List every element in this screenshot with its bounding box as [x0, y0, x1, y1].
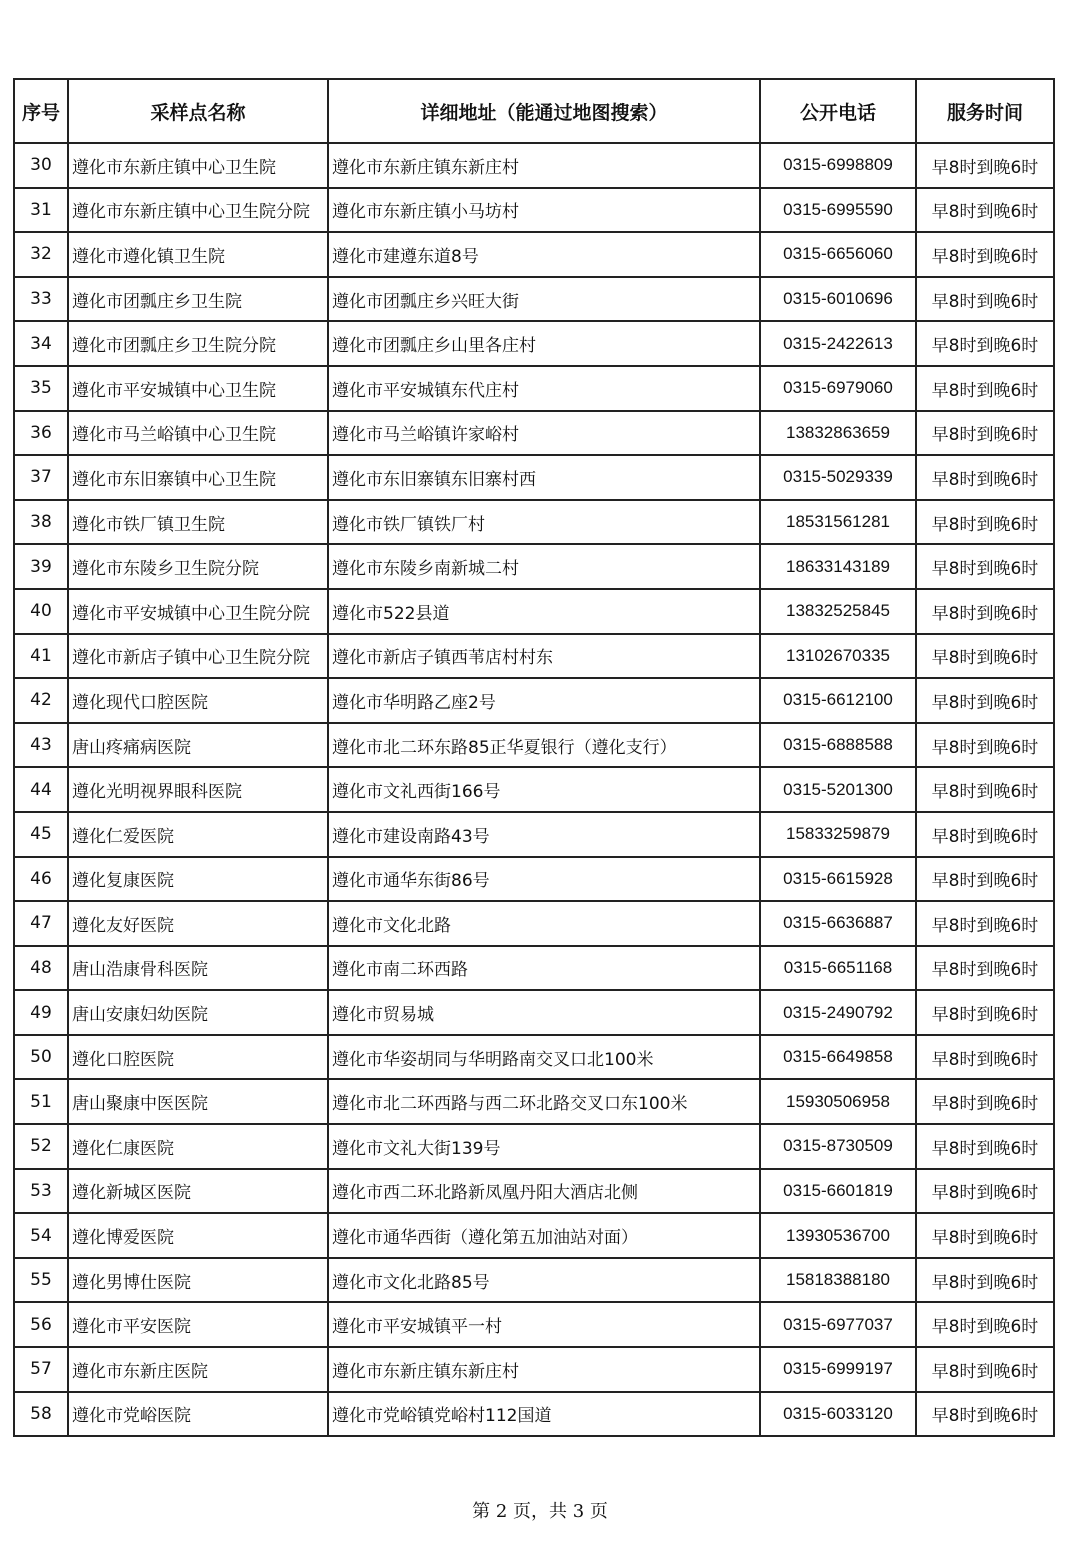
site-address: 遵化市北二环东路85正华夏银行（遵化支行）: [328, 723, 760, 768]
site-name: 遵化市平安医院: [68, 1302, 328, 1347]
row-index: 47: [14, 901, 68, 946]
site-phone: 13102670335: [760, 634, 916, 679]
row-index: 55: [14, 1258, 68, 1303]
site-address: 遵化市通华西街（遵化第五加油站对面）: [328, 1213, 760, 1258]
service-hours: 早8时到晚6时: [916, 500, 1054, 545]
site-name: 遵化光明视界眼科医院: [68, 767, 328, 812]
site-phone: 0315-5201300: [760, 767, 916, 812]
site-name: 遵化仁康医院: [68, 1124, 328, 1169]
row-index: 40: [14, 589, 68, 634]
site-name: 遵化市铁厂镇卫生院: [68, 500, 328, 545]
table-row: [14, 277, 1054, 322]
site-phone: 0315-6033120: [760, 1392, 916, 1437]
site-phone: 18531561281: [760, 500, 916, 545]
service-hours: 早8时到晚6时: [916, 1258, 1054, 1303]
site-address: 遵化市522县道: [328, 589, 760, 634]
table-row: [14, 1258, 1054, 1303]
row-index: 34: [14, 321, 68, 366]
site-address: 遵化市马兰峪镇许家峪村: [328, 411, 760, 456]
site-address: 遵化市平安城镇东代庄村: [328, 366, 760, 411]
table-row: [14, 723, 1054, 768]
table-row: [14, 232, 1054, 277]
service-hours: 早8时到晚6时: [916, 1079, 1054, 1124]
site-phone: 15930506958: [760, 1079, 916, 1124]
site-name: 遵化现代口腔医院: [68, 678, 328, 723]
site-address: 遵化市通华东街86号: [328, 857, 760, 902]
site-phone: 0315-6601819: [760, 1169, 916, 1214]
site-address: 遵化市东陵乡南新城二村: [328, 544, 760, 589]
site-phone: 0315-6615928: [760, 857, 916, 902]
site-name: 唐山浩康骨科医院: [68, 946, 328, 991]
site-phone: 0315-6651168: [760, 946, 916, 991]
site-address: 遵化市东新庄镇小马坊村: [328, 188, 760, 233]
site-phone: 0315-8730509: [760, 1124, 916, 1169]
table-row: [14, 1169, 1054, 1214]
table-row: [14, 366, 1054, 411]
row-index: 33: [14, 277, 68, 322]
table-row: [14, 589, 1054, 634]
site-name: 遵化市东新庄医院: [68, 1347, 328, 1392]
site-name: 遵化市平安城镇中心卫生院分院: [68, 589, 328, 634]
site-name: 遵化市东新庄镇中心卫生院分院: [68, 188, 328, 233]
site-address: 遵化市铁厂镇铁厂村: [328, 500, 760, 545]
row-index: 31: [14, 188, 68, 233]
site-phone: 13930536700: [760, 1213, 916, 1258]
site-name: 遵化新城区医院: [68, 1169, 328, 1214]
service-hours: 早8时到晚6时: [916, 857, 1054, 902]
row-index: 30: [14, 143, 68, 188]
header-index: 序号: [14, 79, 68, 143]
site-phone: 0315-6979060: [760, 366, 916, 411]
site-phone: 0315-6888588: [760, 723, 916, 768]
service-hours: 早8时到晚6时: [916, 946, 1054, 991]
site-name: 遵化仁爱医院: [68, 812, 328, 857]
header-service-hours: 服务时间: [916, 79, 1054, 143]
site-name: 遵化复康医院: [68, 857, 328, 902]
site-phone: 0315-6636887: [760, 901, 916, 946]
site-name: 遵化市遵化镇卫生院: [68, 232, 328, 277]
site-address: 遵化市南二环西路: [328, 946, 760, 991]
table-row: [14, 678, 1054, 723]
site-address: 遵化市平安城镇平一村: [328, 1302, 760, 1347]
site-address: 遵化市建设南路43号: [328, 812, 760, 857]
table-row: [14, 321, 1054, 366]
table-row: [14, 455, 1054, 500]
site-address: 遵化市北二环西路与西二环北路交叉口东100米: [328, 1079, 760, 1124]
row-index: 32: [14, 232, 68, 277]
table-body: [14, 143, 1054, 1436]
row-index: 51: [14, 1079, 68, 1124]
site-address: 遵化市党峪镇党峪村112国道: [328, 1392, 760, 1437]
service-hours: 早8时到晚6时: [916, 411, 1054, 456]
table-row: [14, 411, 1054, 456]
site-phone: 15818388180: [760, 1258, 916, 1303]
table-row: [14, 1347, 1054, 1392]
site-phone: 13832525845: [760, 589, 916, 634]
site-name: 遵化市新店子镇中心卫生院分院: [68, 634, 328, 679]
site-phone: 0315-6612100: [760, 678, 916, 723]
site-name: 遵化市团瓢庄乡卫生院: [68, 277, 328, 322]
site-name: 唐山安康妇幼医院: [68, 990, 328, 1035]
table-row: [14, 1035, 1054, 1080]
service-hours: 早8时到晚6时: [916, 366, 1054, 411]
site-phone: 0315-5029339: [760, 455, 916, 500]
row-index: 52: [14, 1124, 68, 1169]
table-row: [14, 143, 1054, 188]
table-row: [14, 946, 1054, 991]
sampling-sites-table: [13, 78, 1055, 1437]
site-address: 遵化市团瓢庄乡山里各庄村: [328, 321, 760, 366]
service-hours: 早8时到晚6时: [916, 767, 1054, 812]
row-index: 43: [14, 723, 68, 768]
site-name: 遵化男博仕医院: [68, 1258, 328, 1303]
page-footer: 第 2 页，共 3 页: [472, 1501, 608, 1522]
site-address: 遵化市东旧寨镇东旧寨村西: [328, 455, 760, 500]
row-index: 49: [14, 990, 68, 1035]
service-hours: 早8时到晚6时: [916, 634, 1054, 679]
site-name: 遵化市团瓢庄乡卫生院分院: [68, 321, 328, 366]
table-row: [14, 1392, 1054, 1437]
table-row: [14, 188, 1054, 233]
site-phone: 0315-6649858: [760, 1035, 916, 1080]
site-address: 遵化市西二环北路新凤凰丹阳大酒店北侧: [328, 1169, 760, 1214]
site-name: 遵化市东旧寨镇中心卫生院: [68, 455, 328, 500]
site-name: 遵化市东新庄镇中心卫生院: [68, 143, 328, 188]
site-address: 遵化市文礼大街139号: [328, 1124, 760, 1169]
site-name: 遵化市党峪医院: [68, 1392, 328, 1437]
site-name: 遵化市东陵乡卫生院分院: [68, 544, 328, 589]
row-index: 41: [14, 634, 68, 679]
site-name: 唐山疼痛病医院: [68, 723, 328, 768]
site-name: 唐山聚康中医医院: [68, 1079, 328, 1124]
site-phone: 18633143189: [760, 544, 916, 589]
row-index: 57: [14, 1347, 68, 1392]
site-address: 遵化市华姿胡同与华明路南交叉口北100米: [328, 1035, 760, 1080]
row-index: 56: [14, 1302, 68, 1347]
site-phone: 0315-6656060: [760, 232, 916, 277]
site-address: 遵化市建遵东道8号: [328, 232, 760, 277]
site-phone: 0315-6998809: [760, 143, 916, 188]
row-index: 50: [14, 1035, 68, 1080]
table-header-row: [14, 79, 1054, 143]
service-hours: 早8时到晚6时: [916, 143, 1054, 188]
site-phone: 0315-2490792: [760, 990, 916, 1035]
table-row: [14, 812, 1054, 857]
service-hours: 早8时到晚6时: [916, 544, 1054, 589]
service-hours: 早8时到晚6时: [916, 277, 1054, 322]
row-index: 54: [14, 1213, 68, 1258]
service-hours: 早8时到晚6时: [916, 1302, 1054, 1347]
site-name: 遵化市平安城镇中心卫生院: [68, 366, 328, 411]
header-phone: 公开电话: [760, 79, 916, 143]
site-address: 遵化市团瓢庄乡兴旺大街: [328, 277, 760, 322]
service-hours: 早8时到晚6时: [916, 812, 1054, 857]
service-hours: 早8时到晚6时: [916, 990, 1054, 1035]
row-index: 39: [14, 544, 68, 589]
site-phone: 0315-2422613: [760, 321, 916, 366]
site-name: 遵化口腔医院: [68, 1035, 328, 1080]
site-name: 遵化市马兰峪镇中心卫生院: [68, 411, 328, 456]
table-row: [14, 901, 1054, 946]
table-row: [14, 767, 1054, 812]
site-phone: 0315-6995590: [760, 188, 916, 233]
table-row: [14, 1079, 1054, 1124]
table-row: [14, 544, 1054, 589]
service-hours: 早8时到晚6时: [916, 1169, 1054, 1214]
row-index: 38: [14, 500, 68, 545]
site-name: 遵化博爱医院: [68, 1213, 328, 1258]
site-phone: 13832863659: [760, 411, 916, 456]
service-hours: 早8时到晚6时: [916, 1347, 1054, 1392]
row-index: 36: [14, 411, 68, 456]
site-phone: 15833259879: [760, 812, 916, 857]
row-index: 35: [14, 366, 68, 411]
site-address: 遵化市文化北路: [328, 901, 760, 946]
header-site-name: 采样点名称: [68, 79, 328, 143]
site-name: 遵化友好医院: [68, 901, 328, 946]
table-row: [14, 857, 1054, 902]
service-hours: 早8时到晚6时: [916, 321, 1054, 366]
row-index: 45: [14, 812, 68, 857]
site-address: 遵化市东新庄镇东新庄村: [328, 143, 760, 188]
row-index: 42: [14, 678, 68, 723]
table-row: [14, 500, 1054, 545]
service-hours: 早8时到晚6时: [916, 589, 1054, 634]
row-index: 48: [14, 946, 68, 991]
table-row: [14, 1302, 1054, 1347]
row-index: 44: [14, 767, 68, 812]
service-hours: 早8时到晚6时: [916, 232, 1054, 277]
service-hours: 早8时到晚6时: [916, 188, 1054, 233]
site-phone: 0315-6977037: [760, 1302, 916, 1347]
service-hours: 早8时到晚6时: [916, 455, 1054, 500]
service-hours: 早8时到晚6时: [916, 1124, 1054, 1169]
site-address: 遵化市新店子镇西苇店村村东: [328, 634, 760, 679]
row-index: 53: [14, 1169, 68, 1214]
service-hours: 早8时到晚6时: [916, 1392, 1054, 1437]
service-hours: 早8时到晚6时: [916, 678, 1054, 723]
service-hours: 早8时到晚6时: [916, 1213, 1054, 1258]
service-hours: 早8时到晚6时: [916, 723, 1054, 768]
row-index: 46: [14, 857, 68, 902]
site-address: 遵化市东新庄镇东新庄村: [328, 1347, 760, 1392]
site-address: 遵化市贸易城: [328, 990, 760, 1035]
header-address: 详细地址（能通过地图搜索）: [328, 79, 760, 143]
table-row: [14, 1213, 1054, 1258]
service-hours: 早8时到晚6时: [916, 901, 1054, 946]
table-row: [14, 990, 1054, 1035]
site-address: 遵化市文化北路85号: [328, 1258, 760, 1303]
site-address: 遵化市华明路乙座2号: [328, 678, 760, 723]
row-index: 37: [14, 455, 68, 500]
row-index: 58: [14, 1392, 68, 1437]
site-address: 遵化市文礼西街166号: [328, 767, 760, 812]
table-row: [14, 634, 1054, 679]
site-phone: 0315-6999197: [760, 1347, 916, 1392]
site-phone: 0315-6010696: [760, 277, 916, 322]
service-hours: 早8时到晚6时: [916, 1035, 1054, 1080]
table-row: [14, 1124, 1054, 1169]
